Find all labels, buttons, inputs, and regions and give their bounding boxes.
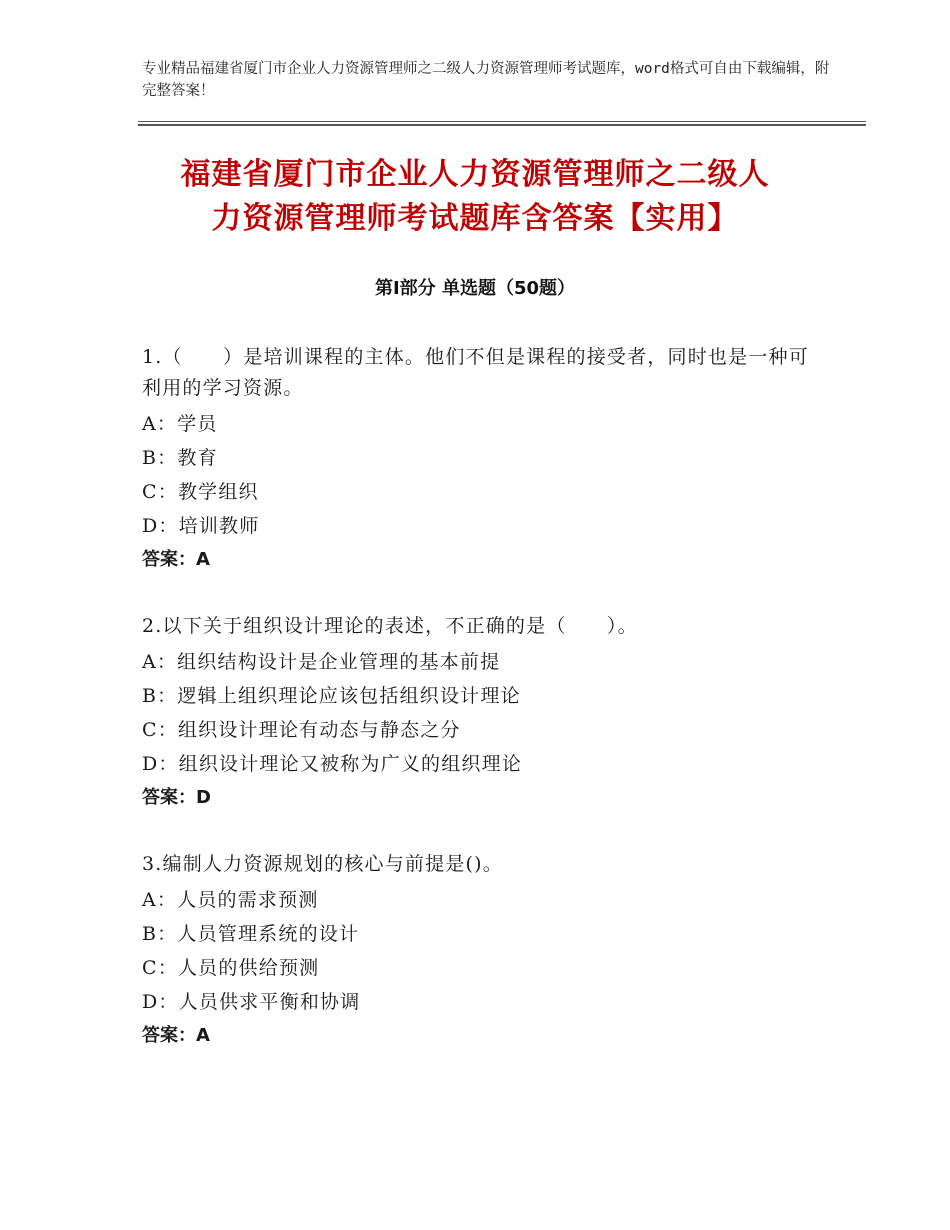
answer: 答案：A	[142, 1025, 210, 1046]
header-note: 专业精品福建省厦门市企业人力资源管理师之二级人力资源管理师考试题库，word格式可自由下载编辑，附完整答案！	[142, 61, 830, 99]
question-list	[142, 342, 822, 1087]
header-divider	[138, 121, 866, 122]
document-title-line-1: 福建省厦门市企业人力资源管理师之二级人	[180, 157, 770, 192]
question-3	[142, 849, 822, 1053]
option-a: A：人员的需求预测	[142, 889, 319, 911]
option-d: D：人员供求平衡和协调	[142, 991, 361, 1013]
option-c: C：人员的供给预测	[142, 957, 320, 979]
option-c: C：教学组织	[142, 481, 259, 503]
option-d: D：培训教师	[142, 515, 260, 537]
option-b: B：逻辑上组织理论应该包括组织设计理论	[142, 685, 521, 707]
option-a: A：组织结构设计是企业管理的基本前提	[142, 651, 501, 673]
question-stem: 3.编制人力资源规划的核心与前提是()。	[142, 853, 503, 875]
document-title	[100, 153, 850, 241]
option-b: B：教育	[142, 447, 218, 469]
document-title-line-2: 力资源管理师考试题库含答案【实用】	[211, 201, 739, 236]
option-a: A：学员	[142, 413, 218, 435]
option-b: B：人员管理系统的设计	[142, 923, 360, 945]
section-title: 第Ⅰ部分 单选题（50题）	[374, 278, 575, 299]
question-1	[142, 342, 822, 577]
option-c: C：组织设计理论有动态与静态之分	[142, 719, 461, 741]
question-2	[142, 611, 822, 815]
question-stem: 2.以下关于组织设计理论的表述，不正确的是（ ）。	[142, 615, 638, 637]
header-divider-thick	[138, 124, 866, 126]
answer: 答案：A	[142, 549, 210, 570]
answer: 答案：D	[142, 787, 211, 808]
option-d: D：组织设计理论又被称为广义的组织理论	[142, 753, 523, 775]
question-stem: 1.（ ）是培训课程的主体。他们不但是课程的接受者，同时也是一种可利用的学习资源。	[142, 346, 809, 399]
